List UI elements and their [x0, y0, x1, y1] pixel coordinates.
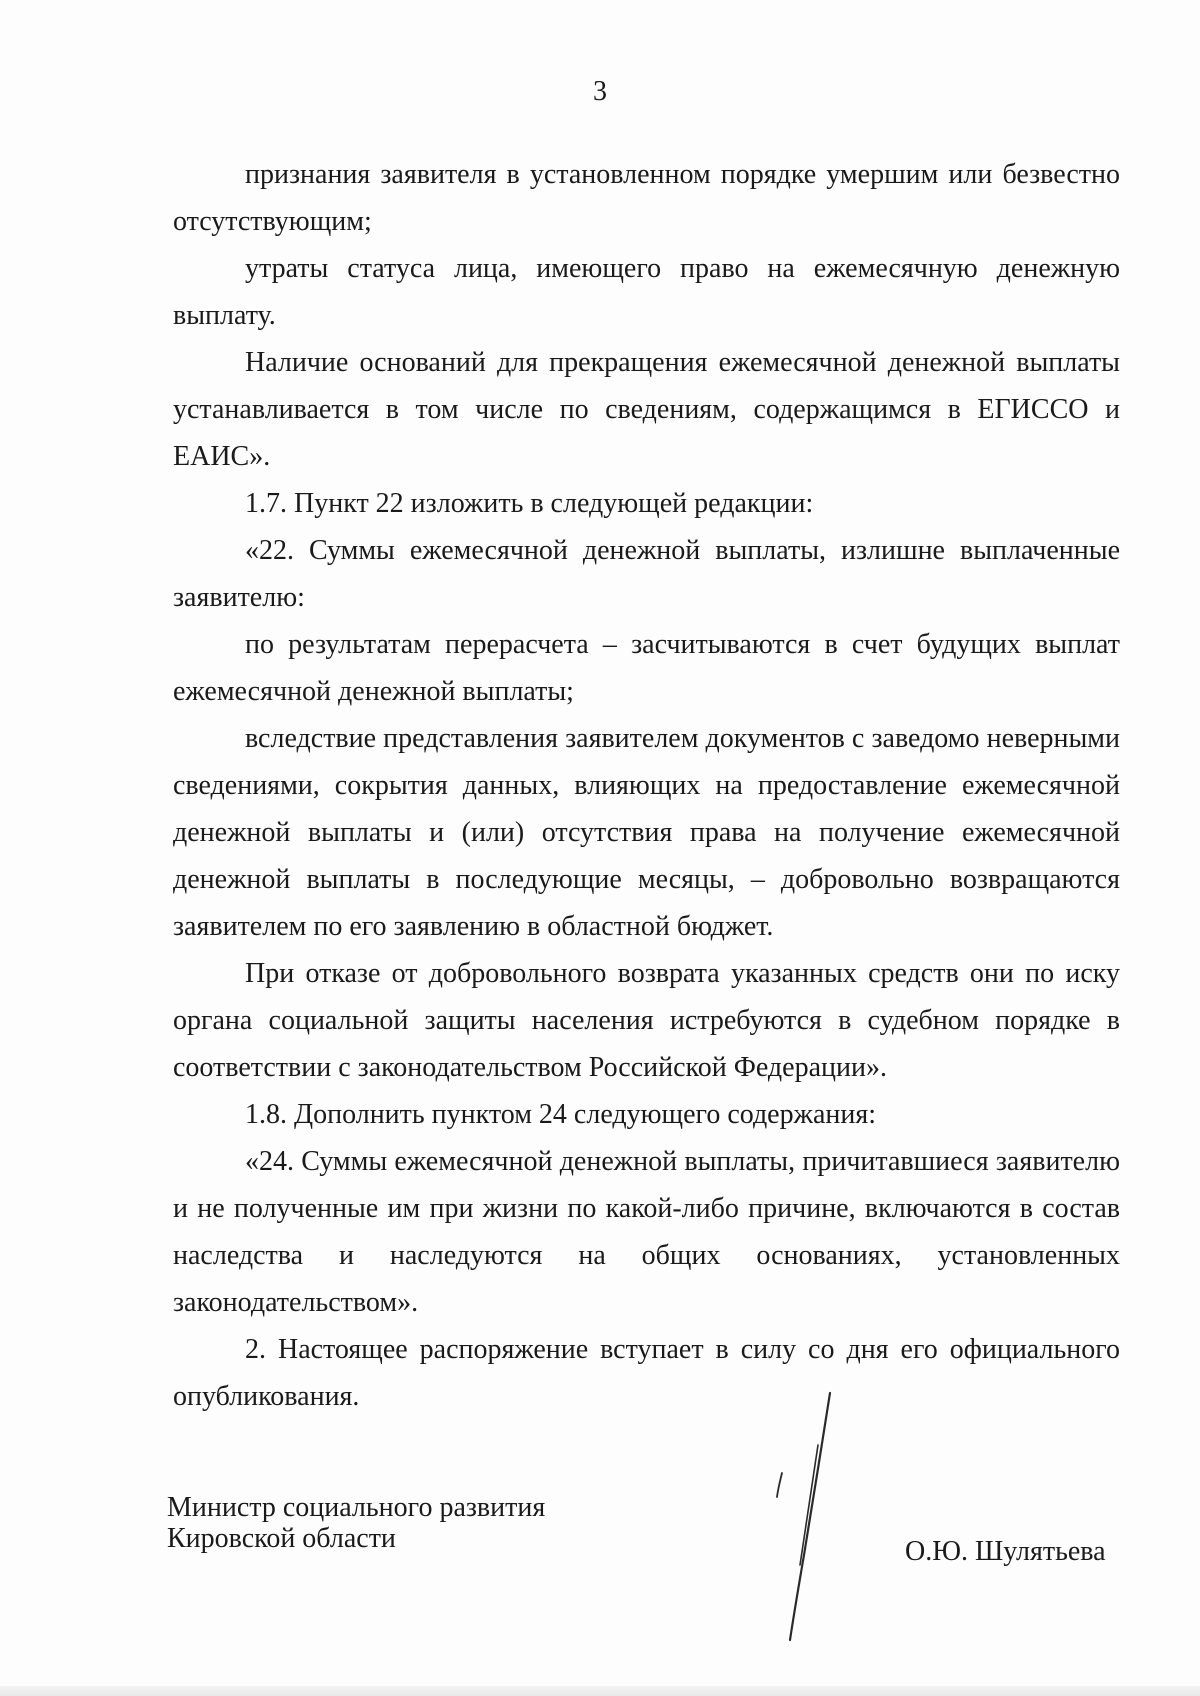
paragraph: вследствие представления заявителем документов с заведомо неверными сведениями, сокрытия данных, влияющих на предоставление ежемесячной денежной выплаты и (или) отсутствия права на получение ежемесячной денежной выплаты в последующие месяцы, – добровольно возвращаются заявителем по его заявлению в областной бюджет. — [173, 723, 1120, 942]
signer-position-line: Кировской области — [167, 1523, 396, 1554]
paragraph: утраты статуса лица, имеющего право на ежемесячную денежную выплату. — [173, 253, 1120, 331]
paragraph: Наличие оснований для прекращения ежемесячной денежной выплаты устанавливается в том числе по сведениям, содержащимся в ЕГИССО и ЕАИС». — [173, 347, 1120, 472]
paragraph: 1.8. Дополнить пунктом 24 следующего содержания: — [245, 1099, 877, 1130]
paragraph: 2. Настоящее распоряжение вступает в силу со дня его официального опубликования. — [173, 1334, 1120, 1412]
page-number: 3 — [593, 76, 607, 107]
paragraph: «24. Суммы ежемесячной денежной выплаты, причитавшиеся заявителю и не полученные им при жизни по какой-либо причине, включаются в состав наследства и наследуются на общих основаниях, установленных законодательством». — [173, 1146, 1120, 1318]
paragraph: 1.7. Пункт 22 изложить в следующей редакции: — [245, 488, 814, 519]
signer-name: О.Ю. Шулятьева — [905, 1536, 1106, 1567]
paragraph: признания заявителя в установленном порядке умершим или безвестно отсутствующим; — [173, 159, 1120, 237]
handwritten-signature — [760, 1385, 840, 1645]
paragraph: «22. Суммы ежемесячной денежной выплаты, излишне выплаченные заявителю: — [173, 535, 1120, 613]
paragraph: При отказе от добровольного возврата указанных средств они по иску органа социальной защиты населения истребуются в судебном порядке в соответствии с законодательством Российской Федерации». — [173, 958, 1120, 1083]
paragraph: по результатам перерасчета – засчитываются в счет будущих выплат ежемесячной денежной выплаты; — [173, 629, 1120, 707]
signer-position-line: Министр социального развития — [167, 1492, 546, 1523]
scan-bottom-edge — [0, 1686, 1200, 1696]
signer-position — [167, 1492, 545, 1554]
document-body — [173, 151, 1120, 1420]
